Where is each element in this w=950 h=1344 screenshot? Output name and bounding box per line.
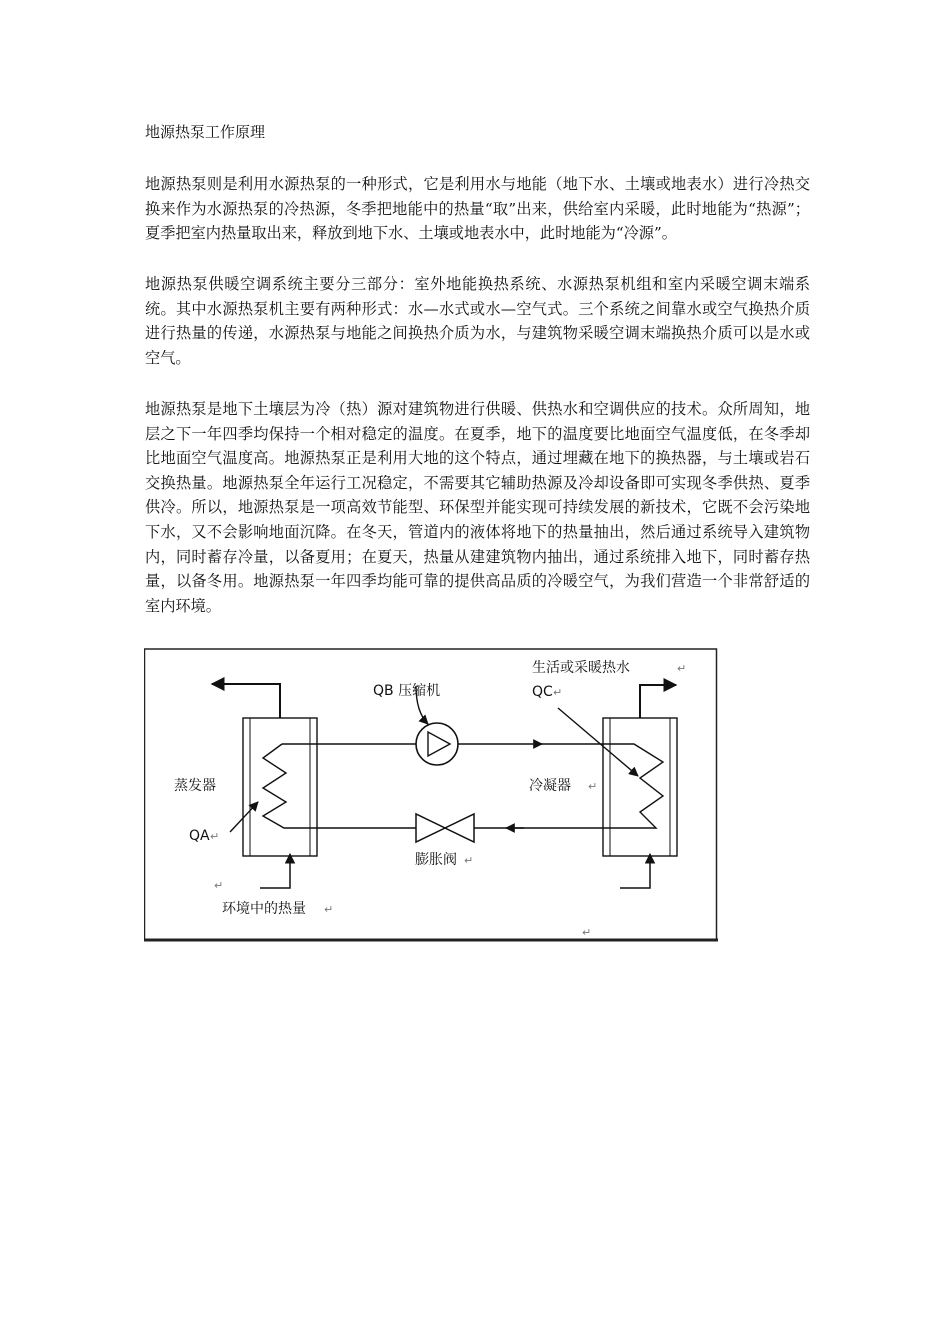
evaporator-label: 蒸发器 [174, 778, 216, 794]
return-mark: ↵ [582, 926, 592, 939]
return-mark: ↵ [214, 879, 224, 892]
environment-heat-label: 环境中的热量 [222, 901, 306, 917]
paragraph-1: 地源热泵则是利用水源热泵的一种形式，它是利用水与地能（地下水、土壤或地表水）进行冷热交换来作为水源热泵的冷热源，冬季把地能中的热量“取”出来，供给室内采暖，此时地能为“热源”；夏季把室内热量取出来，释放到地下水、土壤或地表水中，此时地能为“冷源”。 [145, 175, 810, 243]
compressor-label: QB 压缩机 [373, 683, 441, 699]
condenser-label: 冷凝器 [529, 778, 571, 794]
hot-water-label: 生活或采暖热水 [532, 660, 630, 676]
evaporator-box [243, 718, 317, 856]
return-mark: ↵ [677, 662, 687, 675]
paragraph-2: 地源热泵供暖空调系统主要分三部分：室外地能换热系统、水源热泵机组和室内采暖空调末端系统。其中水源热泵机主要有两种形式：水—水式或水—空气式。三个系统之间靠水或空气换热介质进行热量的传递，水源热泵与地能之间换热介质为水，与建筑物采暖空调末端换热介质可以是水或空气。 [145, 275, 810, 367]
compressor-symbol [416, 723, 458, 765]
expansion-valve-label: 膨胀阀 [415, 852, 457, 868]
qa-label: QA [189, 828, 210, 844]
evaporator-outlet-arrow [212, 684, 280, 718]
environment-heat-arrow [260, 854, 290, 888]
return-mark: ↵ [464, 854, 474, 867]
qc-label: QC [532, 684, 553, 700]
heat-pump-diagram [144, 648, 718, 942]
condenser-inlet-arrow [620, 854, 650, 888]
document-title: 地源热泵工作原理 [145, 123, 266, 141]
return-mark: ↵ [324, 903, 334, 916]
hot-water-outlet-arrow [640, 685, 676, 718]
condenser-box [603, 718, 677, 856]
return-mark: ↵ [553, 686, 563, 699]
condenser-coil [622, 744, 663, 828]
return-mark: ↵ [588, 780, 598, 793]
expansion-valve-symbol [416, 814, 445, 842]
evaporator-coil [263, 744, 291, 828]
paragraph-3: 地源热泵是地下土壤层为冷（热）源对建筑物进行供暖、供热水和空调供应的技术。众所周知，地层之下一年四季均保持一个相对稳定的温度。在夏季，地下的温度要比地面空气温度低，在冬季却比地面空气温度高。地源热泵正是利用大地的这个特点，通过埋藏在地下的换热器，与土壤或岩石交换热量。地源热泵全年运行工况稳定，不需要其它辅助热源及冷却设备即可实现冬季供热、夏季供冷。所以，地源热泵是一项高效节能型、环保型并能实现可持续发展的新技术，它既不会污染地下水，又不会影响地面沉降。在冬天，管道内的液体将地下的热量抽出，然后通过系统导入建筑物内，同时蓄存冷量，以备夏用；在夏天，热量从建建筑物内抽出，通过系统排入地下，同时蓄存热量，以备冬用。地源热泵一年四季均能可靠的提供高品质的冷暖空气，为我们营造一个非常舒适的室内环境。 [145, 400, 810, 615]
return-mark: ↵ [210, 830, 220, 843]
qa-pointer-arrow [230, 802, 258, 832]
